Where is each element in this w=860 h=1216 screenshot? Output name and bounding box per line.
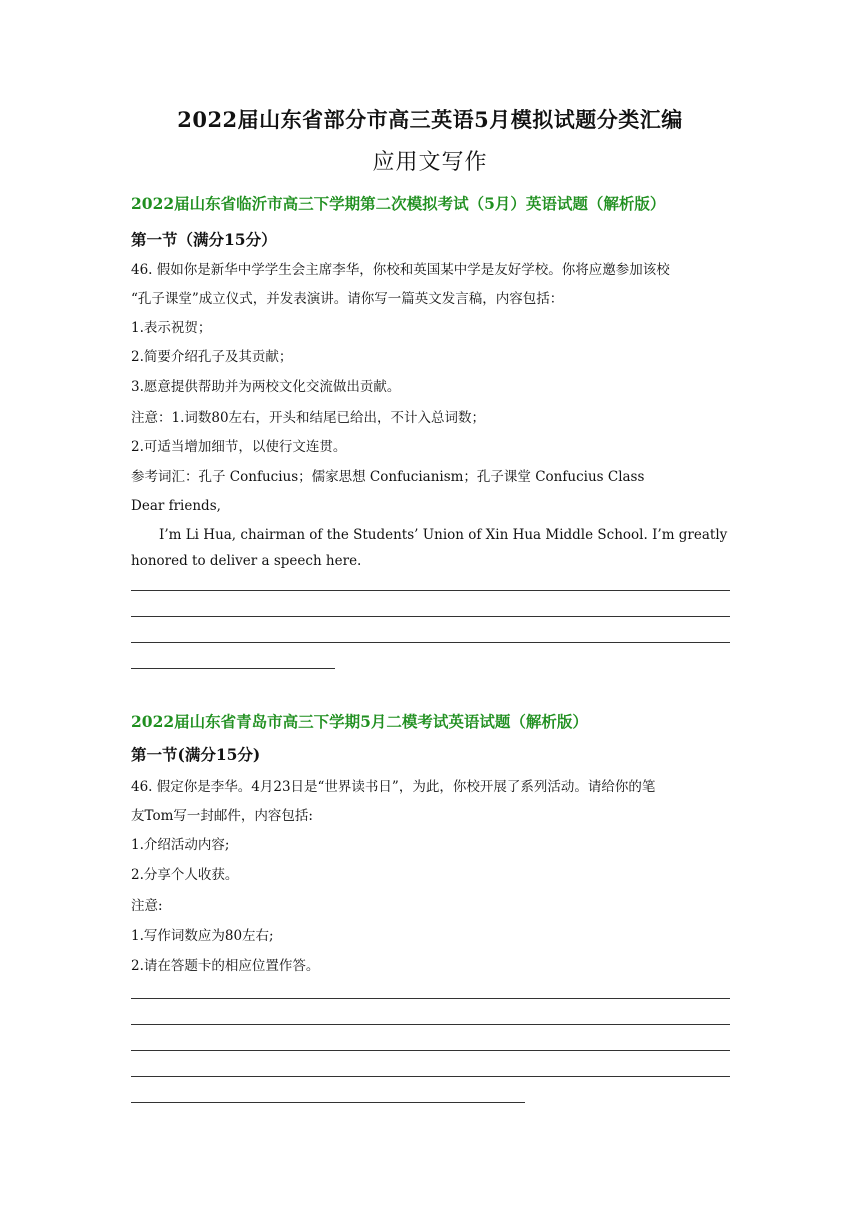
section1-opening-paragraph: I’m Li Hua, chairman of the Students’ Union of Xin Hua Middle School. I’m greatly honored to deliver a speech here. [131, 527, 728, 569]
answer-line [131, 1024, 730, 1025]
answer-line [131, 590, 730, 591]
section1-item1: 1.表示祝贺； [131, 320, 212, 336]
section1-greeting: Dear friends, [131, 498, 221, 514]
section2-part-heading: 第一节(满分15分) [131, 745, 261, 764]
section2-item2: 2.分享个人收获。 [131, 867, 239, 883]
answer-line [131, 642, 730, 643]
answer-line [131, 668, 335, 669]
answer-line [131, 998, 730, 999]
section1-item2: 2.简要介绍孔子及其贡献； [131, 349, 293, 365]
section2-prompt-line2: 友Tom写一封邮件，内容包括: [131, 808, 313, 824]
document-subtitle: 应用文写作 [372, 150, 488, 175]
section1-prompt-line2: “孔子课堂”成立仪式，并发表演讲。请你写一篇英文发言稿，内容包括： [131, 291, 564, 307]
section2-note2: 2.请在答题卡的相应位置作答。 [131, 958, 320, 974]
answer-line [131, 1076, 730, 1077]
section2-source-heading: 2022届山东省青岛市高三下学期5月二模考试英语试题（解析版） [131, 712, 588, 731]
answer-line [131, 1050, 730, 1051]
section2-note-heading: 注意: [131, 898, 163, 914]
answer-line [131, 616, 730, 617]
section1-note2: 2.可适当增加细节，以使行文连贯。 [131, 439, 347, 455]
section1-source-heading: 2022届山东省临沂市高三下学期第二次模拟考试（5月）英语试题（解析版） [131, 194, 666, 213]
section1-part-heading: 第一节（满分15分） [131, 230, 277, 249]
section2-note1: 1.写作词数应为80左右; [131, 928, 274, 944]
section2-prompt-line1: 46. 假定你是李华。4月23日是“世界读书日”，为此，你校开展了系列活动。请给你的笔 [131, 779, 656, 795]
answer-line [131, 1102, 525, 1103]
section1-prompt-line1: 46. 假如你是新华中学学生会主席李华，你校和英国某中学是友好学校。你将应邀参加该校 [131, 262, 670, 278]
section1-note1: 注意：1.词数80左右，开头和结尾已给出，不计入总词数； [131, 410, 486, 426]
section1-vocab: 参考词汇：孔子 Confucius；儒家思想 Confucianism；孔子课堂 Confucius Class [131, 469, 645, 485]
section1-item3: 3.愿意提供帮助并为两校文化交流做出贡献。 [131, 379, 401, 395]
document-title: 2022届山东省部分市高三英语5月模拟试题分类汇编 [177, 107, 683, 132]
section2-item1: 1.介绍活动内容; [131, 837, 230, 853]
